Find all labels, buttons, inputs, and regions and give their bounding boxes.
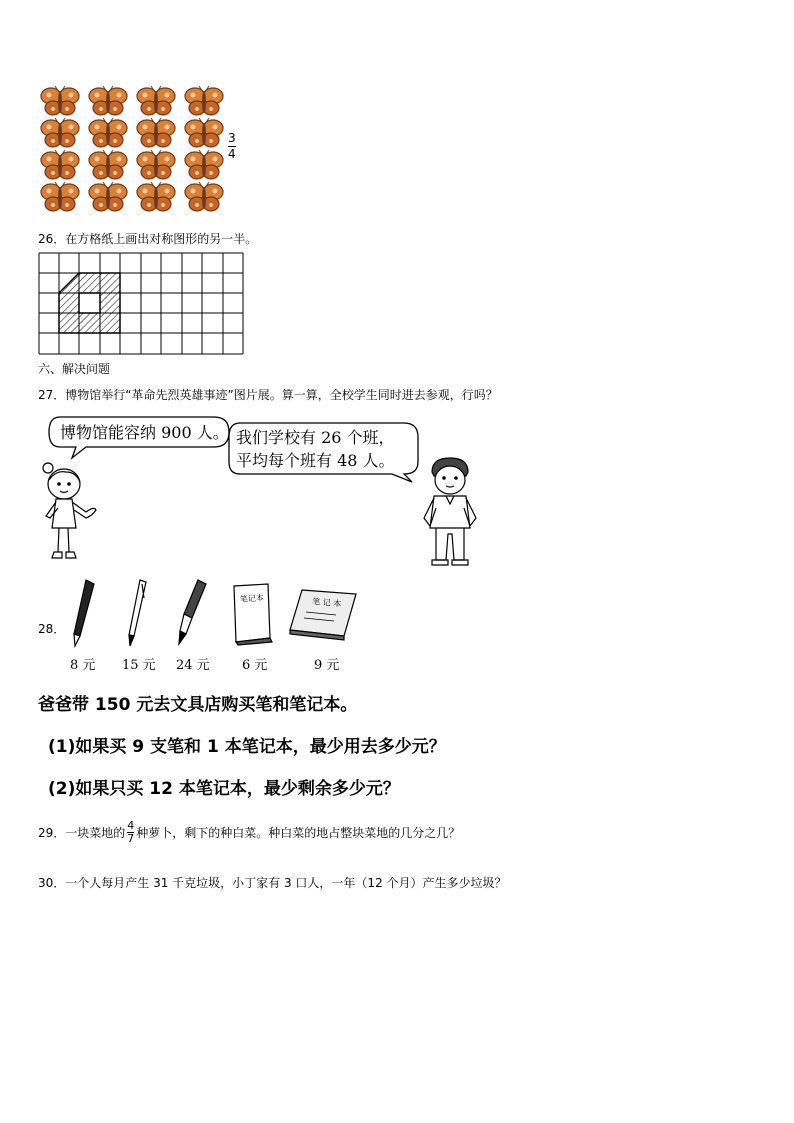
question-29-prefix: 29．一块菜地的	[38, 826, 126, 840]
fraction-denominator: 4	[228, 147, 236, 161]
fountain-pen-image	[170, 578, 210, 648]
boy-speech-line-1: 我们学校有 26 个班，	[236, 428, 395, 447]
butterfly-grid	[38, 84, 228, 216]
question-29-fraction	[127, 820, 134, 845]
price-ballpoint-pen: 15 元	[122, 658, 156, 673]
butterfly-fraction	[228, 131, 236, 162]
question-28-sub-1: (1)如果买 9 支笔和 1 本笔记本，最少用去多少元？	[48, 737, 446, 757]
question-27: 27．博物馆举行“革命先烈英雄事迹”图片展。算一算，全校学生同时进去参观，行吗？	[38, 388, 498, 402]
fraction-denominator: 7	[127, 832, 135, 845]
question-29-suffix: 种萝卜，剩下的种白菜。种白菜的地占整块菜地的几分之几？	[136, 826, 461, 840]
notebook-large-image	[288, 586, 360, 642]
butterfly	[89, 86, 127, 115]
butterfly	[89, 118, 127, 147]
butterfly	[41, 150, 79, 179]
butterfly	[137, 86, 175, 115]
butterfly	[185, 118, 223, 147]
question-29	[38, 820, 460, 845]
ballpoint-pen-image	[120, 578, 154, 648]
question-28-intro: 爸爸带 150 元去文具店购买笔和笔记本。	[38, 695, 358, 715]
pen-image	[66, 578, 100, 648]
question-28-sub-2: (2)如果只买 12 本笔记本，最少剩余多少元？	[48, 779, 400, 799]
butterfly	[185, 86, 223, 115]
boy-figure	[416, 456, 486, 568]
butterfly	[185, 182, 223, 211]
butterfly	[89, 150, 127, 179]
butterfly	[41, 182, 79, 211]
butterfly	[41, 86, 79, 115]
butterfly	[89, 182, 127, 211]
girl-speech-text: 博物馆能容纳 900 人。	[60, 423, 229, 442]
butterfly	[41, 118, 79, 147]
question-26: 26．在方格纸上画出对称图形的另一半。	[38, 232, 258, 246]
butterfly	[185, 150, 223, 179]
question-30: 30．一个人每月产生 31 千克垃圾，小丁家有 3 口人，一年（12 个月）产生多少垃圾？	[38, 876, 507, 890]
girl-figure	[34, 460, 106, 566]
fraction-numerator: 4	[127, 819, 135, 832]
butterfly	[137, 118, 175, 147]
symmetry-grid	[38, 252, 244, 356]
butterfly	[137, 150, 175, 179]
price-notebook-large: 9 元	[314, 658, 340, 673]
fraction-numerator: 3	[228, 131, 236, 145]
price-notebook-small: 6 元	[242, 658, 268, 673]
notebook-small-image	[230, 582, 274, 646]
boy-speech-line-2: 平均每个班有 48 人。	[236, 451, 395, 470]
butterfly	[137, 182, 175, 211]
notebook-large-label: 笔 记 本	[311, 597, 342, 609]
question-28-number: 28．	[38, 622, 66, 636]
shaded-shape	[59, 273, 120, 333]
price-fountain-pen: 24 元	[176, 658, 210, 673]
price-pen: 8 元	[70, 658, 96, 673]
section-heading: 六、解决问题	[38, 362, 111, 376]
notebook-small-label: 笔记本	[239, 593, 265, 604]
